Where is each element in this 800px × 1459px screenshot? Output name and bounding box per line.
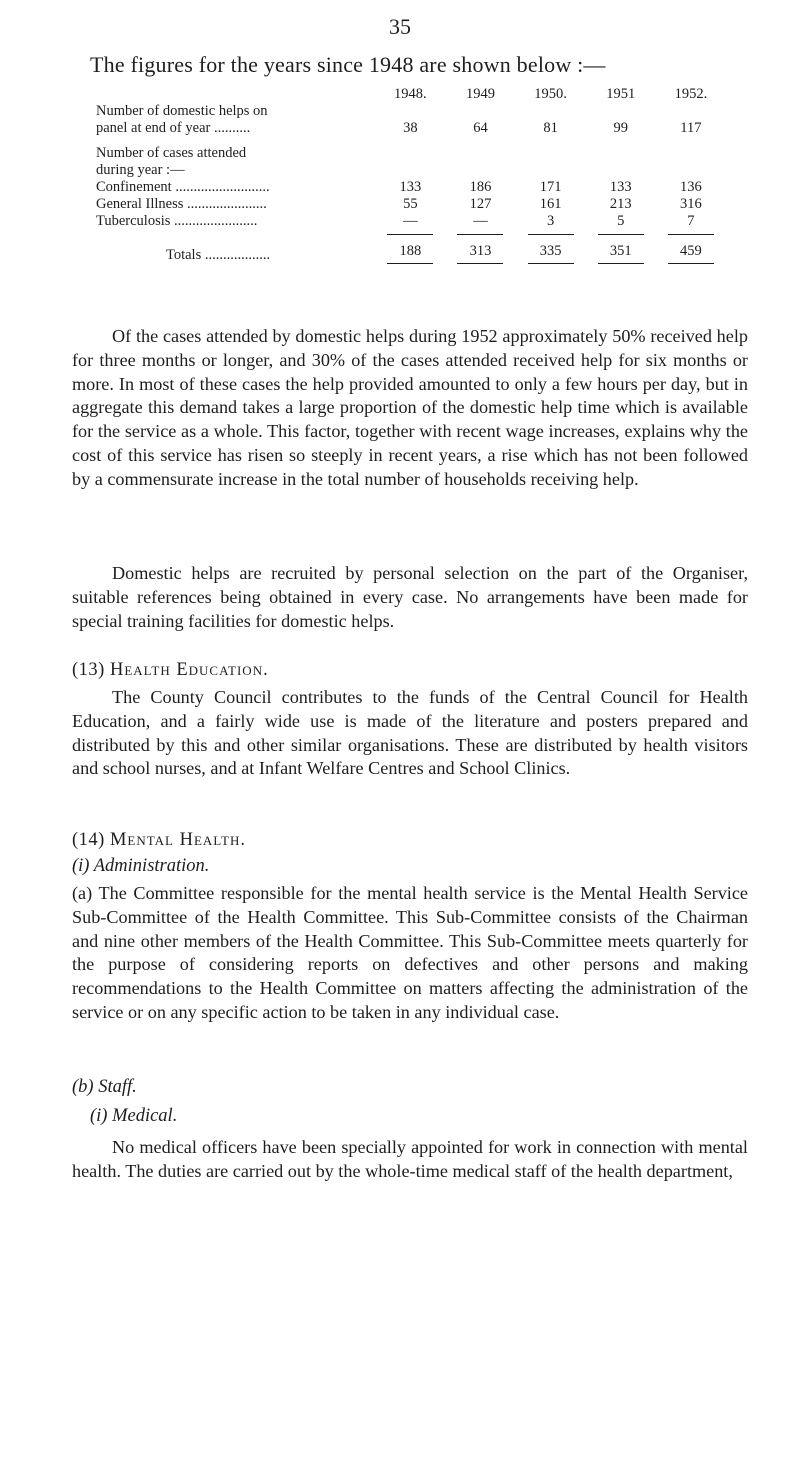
table-cell: 99 (613, 120, 628, 136)
table-cell: 351 (609, 243, 632, 259)
divider (668, 263, 714, 264)
domestic-help-table (96, 86, 726, 264)
intro-line: The figures for the years since 1948 are shown below :— (90, 52, 606, 77)
helps-label-line2: panel at end of year .......... (96, 120, 251, 136)
year-header-row (96, 86, 726, 103)
subheading-medical: (i) Medical. (90, 1106, 178, 1126)
table-cell: 127 (469, 196, 492, 212)
table-cell: 186 (469, 179, 492, 195)
table-cell: 335 (539, 243, 562, 259)
table-cell: 81 (543, 120, 558, 136)
subheading-staff: (b) Staff. (72, 1077, 137, 1097)
table-cell: 213 (609, 196, 632, 212)
totals-label: Totals .................. (166, 247, 271, 263)
divider (598, 263, 644, 264)
table-cell: 161 (539, 196, 562, 212)
paragraph-medical-staff: No medical officers have been specially appointed for work in connection with mental health. The duties are carried out by the whole-time medical staff of the health department, (72, 1137, 748, 1181)
table-cell: — (473, 213, 488, 229)
row-label: Tuberculosis ....................... (96, 213, 258, 229)
year-1951: 1951 (606, 86, 636, 102)
divider (457, 263, 503, 264)
table-cell: 136 (680, 179, 702, 195)
cases-label-line2: during year :— (96, 162, 185, 178)
paragraph-domestic-help-recruitment: Domestic helps are recruited by personal selection on the part of the Organiser, suitable references being obtained in every case. No arrangements have been made for special training facilities for domestic helps. (72, 563, 748, 631)
divider (387, 263, 433, 264)
helps-label-line1: Number of domestic helps on (96, 103, 268, 119)
table-cell: 316 (680, 196, 702, 212)
paragraph-domestic-help-duration: Of the cases attended by domestic helps during 1952 approximately 50% received help for three months or longer, and 30% of the cases attended received help for six months or more. In most of these cases the help provided amounted to only a few hours per day, but in aggregate this demand takes a large proportion of the domestic help time which is available for the service as a whole. This factor, together with recent wage increases, explains why the cost of this service has risen so steeply in recent years, a rise which has not been followed by a commensurate increase in the total number of households receiving help. (72, 326, 748, 489)
year-1950: 1950. (534, 86, 567, 102)
table-cell: 7 (687, 213, 695, 229)
row-label: Confinement .......................... (96, 179, 270, 195)
row-label: General Illness ...................... (96, 196, 267, 212)
table-cell: 313 (469, 243, 492, 259)
table-cell: 459 (680, 243, 702, 259)
table-cell: 171 (539, 179, 562, 195)
table-cell: 38 (403, 120, 418, 136)
paragraph-health-education: The County Council contributes to the funds of the Central Council for Health Education, and a fairly wide use is made of the literature and posters prepared and distributed by this and other similar organisations. These are distributed by health visitors and school nurses, and at Infant Welfare Centres and School Clinics. (72, 687, 748, 779)
section-number: (13) (72, 660, 105, 680)
table-cell: 133 (609, 179, 632, 195)
table-cell: 117 (680, 120, 702, 136)
heading-health-education (72, 660, 269, 681)
totals-row (96, 243, 726, 264)
cases-label-line1: Number of cases attended (96, 145, 247, 161)
table-cell: 188 (399, 243, 422, 259)
year-1949: 1949 (465, 86, 495, 102)
table-cell: 64 (473, 120, 488, 136)
section-title: Mental Health. (109, 830, 246, 850)
table-cell: 3 (546, 213, 555, 229)
year-1948: 1948. (394, 86, 427, 102)
table-row (96, 196, 726, 213)
section-number: (14) (72, 830, 105, 850)
heading-mental-health (72, 830, 246, 851)
year-1952: 1952. (674, 86, 708, 102)
subheading-administration: (i) Administration. (72, 856, 210, 876)
divider (528, 263, 574, 264)
table-row (96, 213, 726, 230)
section-title: Health Education. (109, 660, 269, 680)
page-number: 35 (389, 14, 411, 39)
table-cell: — (403, 213, 418, 229)
table-cell: 133 (399, 179, 422, 195)
helps-row (96, 120, 726, 137)
table-cell: 5 (617, 213, 625, 229)
table-row (96, 179, 726, 196)
paragraph-administration: (a) The Committee responsible for the mental health service is the Mental Health Service Sub-Committee of the Health Committee. This Sub-Committee consists of the Chairman and nine other members of the Health Committee. This Sub-Committee meets quarterly for the purpose of considering reports on defectives and other persons and making recommendations to the Health Committee on matters affecting the administration of the service or on any specific action to be taken in any individual case. (72, 883, 748, 1022)
table-cell: 55 (403, 196, 418, 212)
